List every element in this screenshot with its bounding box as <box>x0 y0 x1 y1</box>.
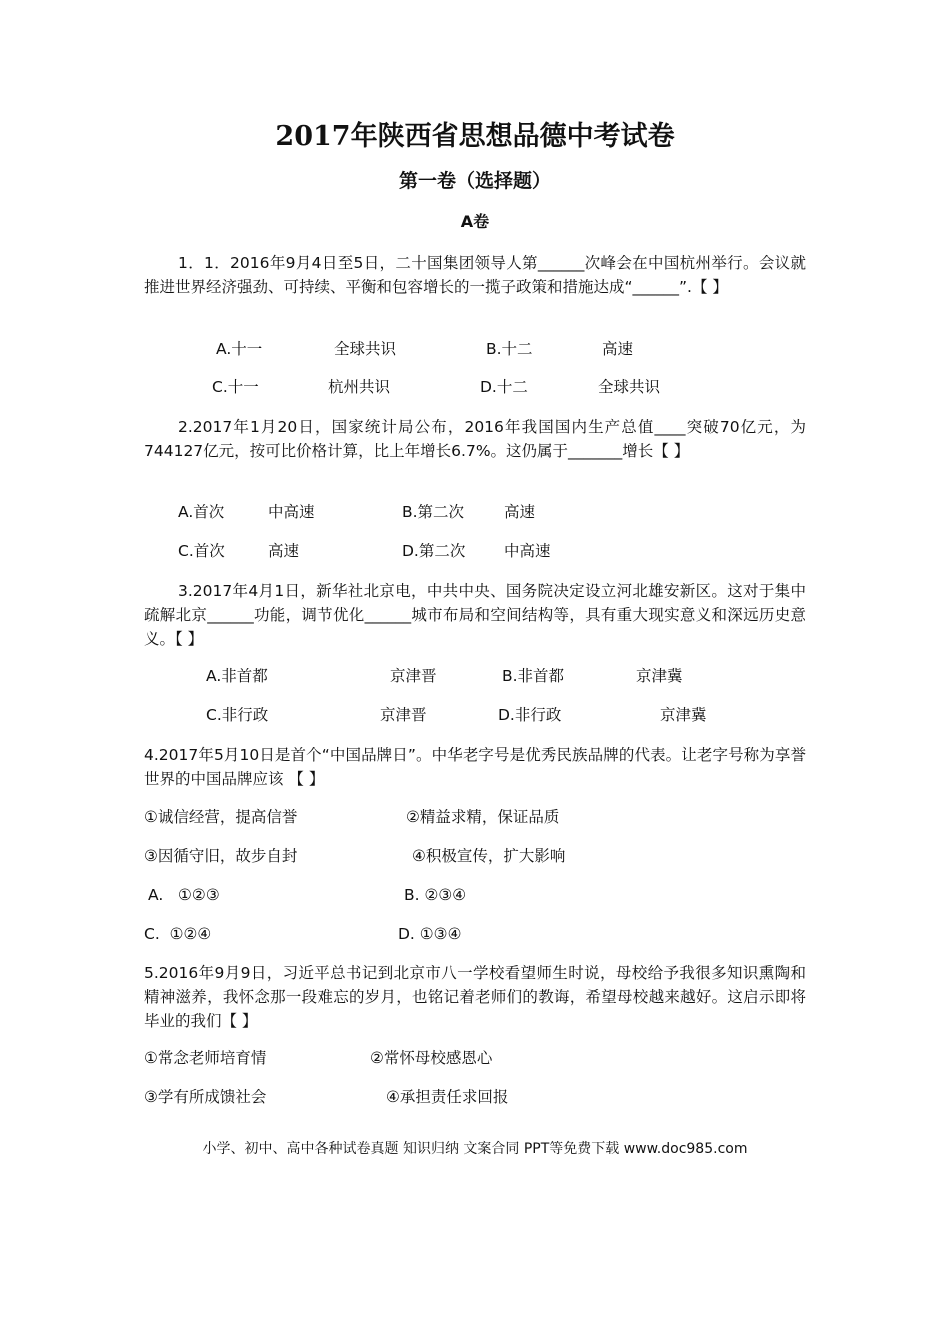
question-1-option-b-text: 高速 <box>602 340 634 358</box>
question-3-option-a: A.非首都 <box>206 667 268 685</box>
question-3-option-c-text: 京津晋 <box>380 706 427 724</box>
section-label: A卷 <box>460 212 490 231</box>
section-subtitle: 第一卷（选择题） <box>398 170 551 192</box>
question-3-option-b: B.非首都 <box>502 667 565 685</box>
question-4-item-4: ④积极宣传，扩大影响 <box>412 847 566 865</box>
question-2-option-b: B.第二次 <box>402 503 465 521</box>
question-2-option-b-text: 高速 <box>504 503 536 521</box>
question-2-option-a-text: 中高速 <box>268 503 315 521</box>
question-1-option-a-text: 全球共识 <box>334 340 397 358</box>
question-4-option-d: D. ①③④ <box>398 925 462 943</box>
question-1-option-d: D.十二 <box>480 378 528 396</box>
question-1-option-a: A.十一 <box>216 340 263 358</box>
question-2-option-c-text: 高速 <box>268 542 300 560</box>
question-3-option-d-text: 京津冀 <box>660 706 707 724</box>
question-3-stem: 3.2017年4月1日，新华社北京电，中共中央、国务院决定设立河北雄安新区。这对于集中疏解北京______功能，调节优化______城市布局和空间结构等，具有重大现实意义和深远历史意义。【 】 <box>144 582 806 648</box>
question-2-option-a: A.首次 <box>178 503 225 521</box>
question-5-item-2: ②常怀母校感恩心 <box>370 1049 493 1067</box>
question-5-item-4: ④承担责任求回报 <box>386 1088 509 1106</box>
question-2-option-d-text: 中高速 <box>504 542 551 560</box>
question-3-option-a-text: 京津晋 <box>390 667 437 685</box>
question-1-option-d-text: 全球共识 <box>598 378 661 396</box>
question-1-option-b: B.十二 <box>486 340 533 358</box>
question-4-option-c: C. ①②④ <box>144 925 212 943</box>
question-2-option-d: D.第二次 <box>402 542 466 560</box>
question-3-option-c: C.非行政 <box>206 706 269 724</box>
question-3-option-b-text: 京津冀 <box>636 667 683 685</box>
question-4-item-1: ①诚信经营，提高信誉 <box>144 808 298 826</box>
question-2-option-c: C.首次 <box>178 542 225 560</box>
question-3-option-d: D.非行政 <box>498 706 562 724</box>
question-5-stem: 5.2016年9月9日，习近平总书记到北京市八一学校看望师生时说，母校给予我很多知识熏陶和精神滋养，我怀念那一段难忘的岁月，也铭记着老师们的教诲，希望母校越来越好。这启示即将毕业的我们【 】 <box>144 964 806 1030</box>
question-2-stem: 2.2017年1月20日，国家统计局公布，2016年我国国内生产总值____突破70亿元，为744127亿元，按可比价格计算，比上年增长6.7%。这仍属于_______增长【 】 <box>144 418 806 460</box>
question-4-item-3: ③因循守旧，故步自封 <box>144 847 298 865</box>
page-footer: 小学、初中、高中各种试卷真题 知识归纳 文案合同 PPT等免费下载 www.doc985.com <box>202 1141 748 1157</box>
page-title: 2017年陕西省思想品德中考试卷 <box>275 121 675 152</box>
question-5-item-1: ①常念老师培育情 <box>144 1049 267 1067</box>
question-4-option-b: B. ②③④ <box>404 886 467 904</box>
question-1-option-c-text: 杭州共识 <box>328 378 391 396</box>
question-4-stem: 4.2017年5月10日是首个“中国品牌日”。中华老字号是优秀民族品牌的代表。让老字号称为享誉世界的中国品牌应该 【 】 <box>144 746 806 788</box>
question-1-option-c: C.十一 <box>212 378 259 396</box>
question-1-stem: 1．1．2016年9月4日至5日，二十国集团领导人第______次峰会在中国杭州举行。会议就推进世界经济强劲、可持续、平衡和包容增长的一揽子政策和措施达成“______”.【 】 <box>144 254 806 296</box>
question-4-item-2: ②精益求精，保证品质 <box>406 808 560 826</box>
question-4-option-a: A. ①②③ <box>148 886 220 904</box>
question-5-item-3: ③学有所成馈社会 <box>144 1088 267 1106</box>
